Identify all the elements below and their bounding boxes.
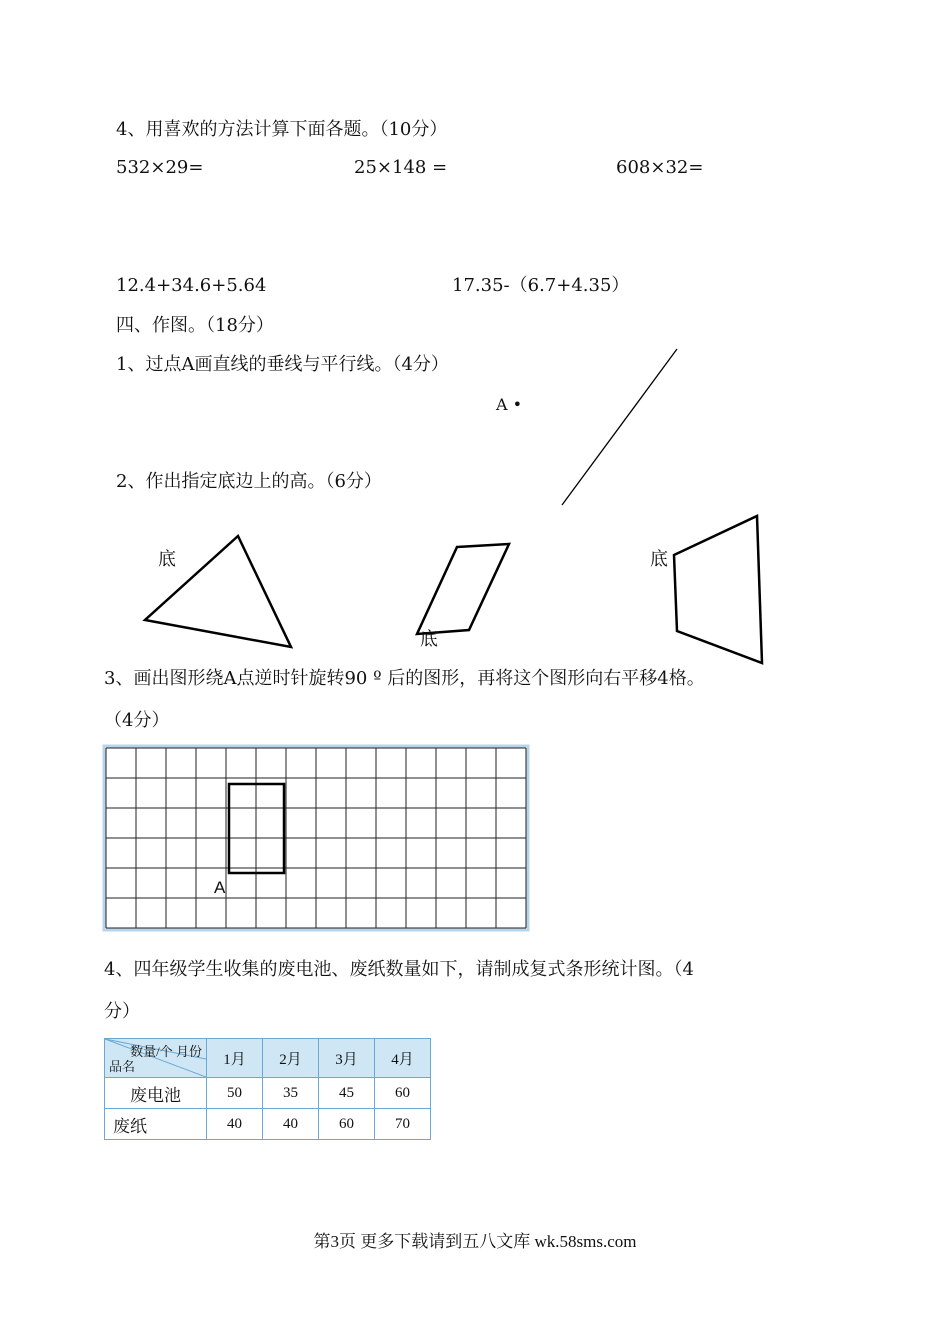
row-name: 废纸 — [105, 1109, 207, 1140]
calc-item-1: 532×29= — [116, 157, 204, 178]
table-cell: 50 — [207, 1078, 263, 1109]
triangle-base-label: 底 — [158, 549, 176, 570]
drawing-question-3-line-2: （4分） — [104, 710, 170, 731]
month-header: 4月 — [375, 1039, 431, 1078]
data-table — [104, 1038, 431, 1140]
calc-item-5: 17.35-（6.7+4.35） — [452, 275, 630, 296]
table-cell: 60 — [319, 1109, 375, 1140]
table-cell: 70 — [375, 1109, 431, 1140]
table-cell: 60 — [375, 1078, 431, 1109]
table-header-row — [105, 1039, 431, 1078]
drawing-question-2: 2、作出指定底边上的高。（6分） — [116, 471, 382, 492]
month-header: 2月 — [263, 1039, 319, 1078]
parallelogram-base-label: 底 — [420, 629, 438, 650]
table-row — [105, 1109, 431, 1140]
table-corner-cell — [105, 1039, 207, 1078]
grid-point-a-label: A — [214, 878, 226, 897]
drawing-question-3-line-1: 3、画出图形绕A点逆时针旋转90 º 后的图形，再将这个图形向右平移4格。 — [104, 668, 705, 689]
table-cell: 40 — [207, 1109, 263, 1140]
drawing-question-1: 1、过点A画直线的垂线与平行线。（4分） — [116, 354, 449, 375]
row-name: 废电池 — [105, 1078, 207, 1109]
page-footer: 第3页 更多下载请到五八文库 wk.58sms.com — [313, 1232, 637, 1251]
calc-item-3: 608×32= — [616, 157, 704, 178]
table-header-bottom: 品名 — [109, 1059, 136, 1074]
point-a-label: A • — [496, 395, 523, 414]
table-cell: 35 — [263, 1078, 319, 1109]
table-cell: 40 — [263, 1109, 319, 1140]
table-row — [105, 1078, 431, 1109]
table-cell: 45 — [319, 1078, 375, 1109]
drawing-question-4-line-1: 4、四年级学生收集的废电池、废纸数量如下，请制成复式条形统计图。（4 — [104, 959, 694, 980]
month-header: 3月 — [319, 1039, 375, 1078]
calc-item-2: 25×148 = — [354, 157, 448, 178]
drawing-question-4-line-2: 分） — [104, 1001, 140, 1022]
calc-item-4: 12.4+34.6+5.64 — [116, 275, 267, 296]
month-header: 1月 — [207, 1039, 263, 1078]
trapezoid-base-label: 底 — [650, 549, 668, 570]
question-4-title: 4、用喜欢的方法计算下面各题。（10分） — [116, 119, 448, 140]
table-header-top: 数量/个 月份 — [130, 1044, 202, 1059]
section-4-heading: 四、作图。（18分） — [116, 315, 274, 336]
